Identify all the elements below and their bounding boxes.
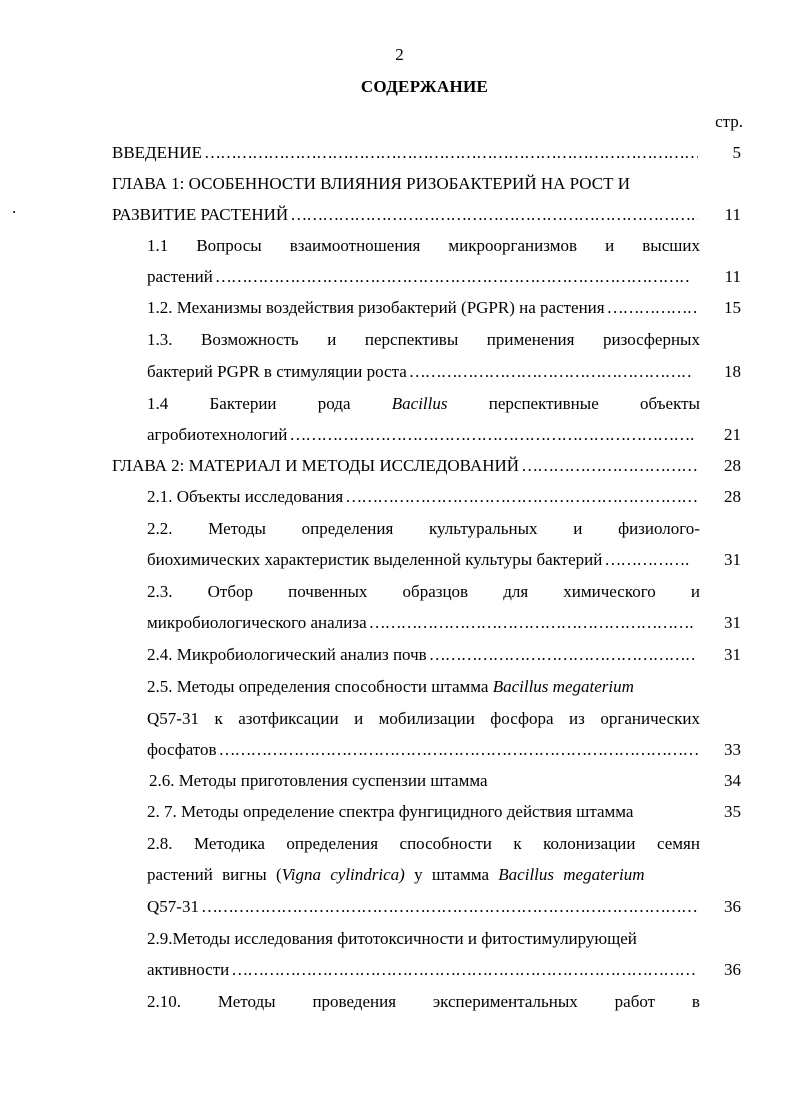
word: 2.2. — [147, 519, 173, 538]
toc-chapter-1-line1[interactable]: ГЛАВА 1: ОСОБЕННОСТИ ВЛИЯНИЯ РИЗОБАКТЕРИЙ НА РОСТ И — [112, 174, 631, 193]
word: микроорганизмов — [448, 236, 578, 255]
stray-mark: . — [12, 198, 17, 217]
word: перспективные — [488, 394, 599, 413]
toc-page: 31 — [724, 613, 741, 632]
toc-page: 11 — [724, 205, 741, 224]
toc-entry-2-8-line3[interactable] — [147, 896, 698, 918]
toc-entry-1-4-line1[interactable] — [147, 393, 700, 415]
toc-entry-2-6[interactable]: 2.6. Методы приготовления суспензии штамма — [149, 771, 488, 790]
toc-page: 34 — [724, 771, 741, 790]
toc-entry-text: микробиологического анализа — [147, 613, 367, 632]
word: 1.3. — [147, 330, 173, 349]
word: и — [690, 582, 700, 601]
toc-entry-2-9-line2[interactable] — [147, 959, 695, 981]
leader-dots — [607, 297, 696, 319]
word: физиолого- — [618, 519, 700, 538]
toc-entry-1-4-line2[interactable] — [147, 424, 696, 446]
page-title: СОДЕРЖАНИЕ — [360, 77, 489, 96]
word: рода — [317, 394, 351, 413]
leader-dots — [215, 266, 692, 288]
word: ризосферных — [603, 330, 700, 349]
leader-dots — [204, 142, 698, 164]
toc-entry-2-8-line1[interactable] — [147, 833, 700, 855]
word: проведения — [312, 992, 397, 1011]
word: для — [503, 582, 529, 601]
word: Методика — [193, 834, 265, 853]
toc-entry-1-1-line1[interactable] — [147, 235, 700, 257]
word: Отбор — [207, 582, 253, 601]
toc-entry-text: ГЛАВА 2: МАТЕРИАЛ И МЕТОДЫ ИССЛЕДОВАНИЙ — [112, 456, 520, 475]
species-name: Bacillus megaterium — [498, 865, 645, 884]
toc-entry-1-3-line1[interactable] — [147, 329, 700, 351]
toc-entry-2-2-line2[interactable] — [147, 549, 689, 571]
toc-entry-2-5-line1[interactable] — [147, 676, 634, 698]
toc-entry-2-1[interactable] — [147, 486, 698, 508]
word: определения — [301, 519, 394, 538]
word: фосфора — [490, 709, 554, 728]
leader-dots — [290, 204, 698, 226]
toc-entry-2-10-line1[interactable] — [147, 991, 700, 1013]
word: и — [354, 709, 364, 728]
leader-dots — [219, 739, 698, 761]
toc-entry-text: биохимических характеристик выделенной культуры бактерий — [147, 550, 603, 569]
word: органических — [600, 709, 700, 728]
toc-entry-text: 1.2. Механизмы воздействия ризобактерий (PGPR) на растения — [147, 298, 605, 317]
toc-entry-2-5-line2[interactable] — [147, 708, 700, 730]
leader-dots — [409, 361, 692, 383]
word: 1.4 — [147, 394, 169, 413]
word: химического — [563, 582, 656, 601]
word: к — [513, 834, 522, 853]
leader-dots — [429, 644, 694, 666]
toc-page: 31 — [724, 645, 741, 664]
word: Бактерии — [209, 394, 277, 413]
toc-entry-2-5-line3[interactable] — [147, 739, 698, 761]
toc-entry-text: активности — [147, 960, 230, 979]
word: мобилизации — [378, 709, 475, 728]
word: из — [569, 709, 585, 728]
toc-entry-2-3-line1[interactable] — [147, 581, 700, 603]
word: образцов — [402, 582, 469, 601]
toc-entry-text: ВВЕДЕНИЕ — [112, 143, 202, 162]
toc-page: 15 — [724, 298, 741, 317]
word: 2.8. — [147, 834, 173, 853]
leader-dots — [201, 896, 698, 918]
toc-page: 31 — [724, 550, 741, 569]
word: Методы — [217, 992, 276, 1011]
word: работ — [614, 992, 656, 1011]
word: высших — [642, 236, 700, 255]
toc-page: 33 — [724, 740, 741, 759]
toc-entry-text: бактерий PGPR в стимуляции роста — [147, 362, 407, 381]
toc-entry-text: Q57-31 — [147, 897, 199, 916]
toc-entry-2-9-line1[interactable]: 2.9.Методы исследования фитотоксичности и фитостимулирующей — [147, 929, 637, 948]
toc-entry-text: растений вигны ( — [147, 865, 282, 884]
toc-entry-2-4[interactable] — [147, 644, 694, 666]
word: 2.3. — [147, 582, 173, 601]
toc-entry-1-3-line2[interactable] — [147, 361, 692, 383]
word: взаимоотношения — [289, 236, 421, 255]
toc-entry-text: 2.5. Методы определения способности штамма — [147, 677, 493, 696]
toc-page: 35 — [724, 802, 741, 821]
word: к — [214, 709, 223, 728]
toc-page: 28 — [724, 487, 741, 506]
toc-page: 11 — [724, 267, 741, 286]
species-name: Vigna cylindrica) — [281, 865, 405, 884]
toc-entry-text: РАЗВИТИЕ РАСТЕНИЙ — [112, 205, 289, 224]
word: семян — [656, 834, 700, 853]
page-number: 2 — [395, 45, 404, 64]
word: перспективы — [364, 330, 459, 349]
toc-entry-1-2[interactable] — [147, 297, 696, 319]
word: Методы — [208, 519, 266, 538]
toc-page: 5 — [732, 143, 741, 162]
toc-entry-1-1-line2[interactable] — [147, 266, 692, 288]
word: определения — [286, 834, 379, 853]
leader-dots — [369, 612, 694, 634]
toc-entry-text: 2.4. Микробиологический анализ почв — [147, 645, 427, 664]
word: 2.10. — [147, 992, 181, 1011]
toc-entry-text: 2.1. Объекты исследования — [147, 487, 344, 506]
word: и — [573, 519, 583, 538]
word: и — [605, 236, 615, 255]
leader-dots — [345, 486, 698, 508]
leader-dots — [604, 549, 689, 571]
word: способности — [399, 834, 492, 853]
toc-entry-text: растений — [147, 267, 213, 286]
toc-chapter-2[interactable] — [112, 455, 697, 477]
page-column-label: стр. — [715, 112, 743, 131]
word: азотфиксации — [238, 709, 339, 728]
word: объекты — [640, 394, 700, 413]
toc-entry-text: у штамма — [404, 865, 499, 884]
leader-dots — [521, 455, 697, 477]
toc-entry-2-3-line2[interactable] — [147, 612, 694, 634]
species-name: Bacillus megaterium — [492, 677, 634, 696]
toc-chapter-1-line2[interactable] — [112, 204, 698, 226]
toc-entry-text: агробиотехнологий — [147, 425, 288, 444]
toc-entry-intro[interactable] — [112, 142, 698, 164]
toc-page: 36 — [724, 897, 741, 916]
toc-page: 18 — [724, 362, 741, 381]
toc-entry-2-2-line1[interactable] — [147, 518, 700, 540]
word: почвенных — [288, 582, 368, 601]
toc-page: 36 — [724, 960, 741, 979]
word: в — [691, 992, 700, 1011]
word: Q57-31 — [147, 709, 199, 728]
word: Вопросы — [196, 236, 262, 255]
leader-dots — [231, 959, 695, 981]
leader-dots — [289, 424, 696, 446]
toc-entry-2-7[interactable]: 2. 7. Методы определение спектра фунгицидного действия штамма — [147, 802, 634, 821]
word: Bacillus — [391, 394, 448, 413]
word: экспериментальных — [432, 992, 578, 1011]
word: Возможность — [201, 330, 299, 349]
toc-entry-2-8-line2[interactable] — [147, 864, 644, 886]
word: применения — [486, 330, 575, 349]
word: 1.1 — [147, 236, 169, 255]
word: колонизации — [543, 834, 636, 853]
toc-page: 21 — [724, 425, 741, 444]
word: и — [327, 330, 337, 349]
word: культуральных — [429, 519, 538, 538]
toc-entry-text: фосфатов — [147, 740, 217, 759]
toc-page: 28 — [724, 456, 741, 475]
